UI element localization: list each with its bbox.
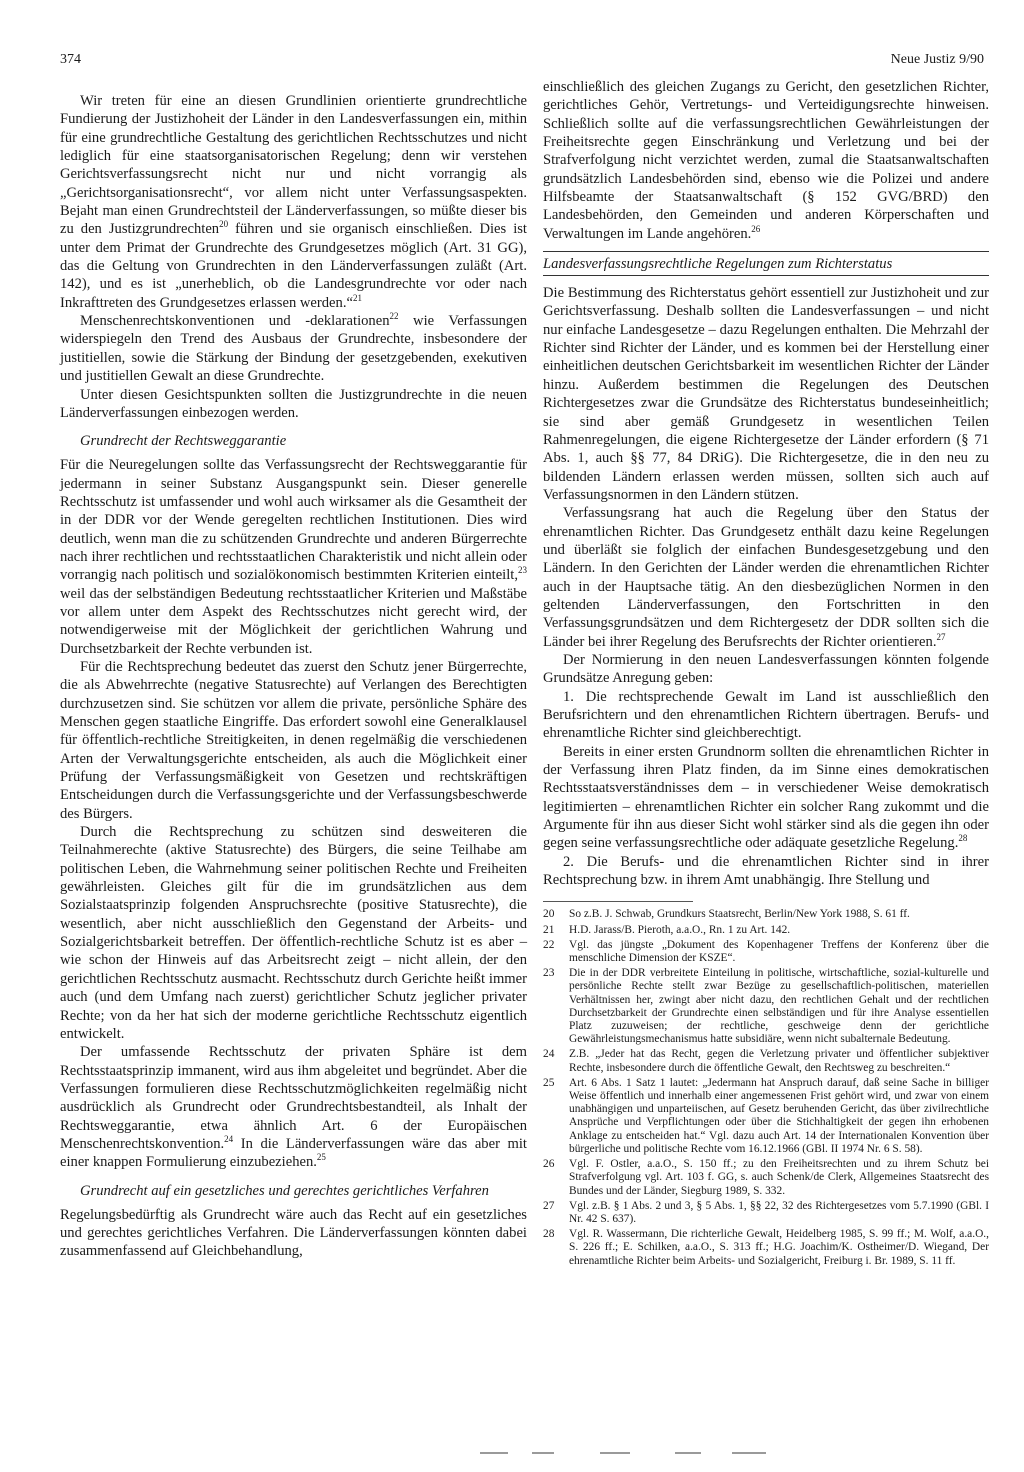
footnote-ref[interactable]: 21	[352, 292, 362, 303]
paragraph: Für die Rechtsprechung bedeutet das zuerst den Schutz jener Bürgerrechte, die als Abwehrrechte (negative Statusrechte) auf Verlangen des Berechtigten durchzusetzen sind. Sie schützen vor allem die private, persönliche Sphäre des Menschen gegen staatliche Eingriffe. Das erfordert sowohl eine Generalklausel für öffentlich-rechtliche Streitigkeiten, in denen regelmäßig die verschiedenen Arten der Verwaltungsgerichte entscheiden, als auch die Möglichkeit einer Prüfung der Verfassungsmäßigkeit von Gesetzen und rechtskräftigen Entscheidungen durch die Verfassungsgerichte und der Verfassungsbeschwerde des Bürgers.	[60, 658, 527, 822]
left-column	[60, 92, 527, 1261]
numbered-principle: 1. Die rechtsprechende Gewalt im Land ist ausschließlich den Berufsrichtern und den ehrenamtlichen Richtern übertragen. Berufs- und ehrenamtliche Richter sind gleichberechtigt.	[543, 688, 989, 742]
journal-issue: Neue Justiz 9/90	[890, 52, 984, 67]
footnote-ref[interactable]: 25	[316, 1152, 326, 1163]
footnote-ref[interactable]: 28	[958, 833, 968, 844]
footnote-divider	[543, 901, 693, 902]
footnote-ref[interactable]: 26	[751, 223, 761, 234]
footnote-ref[interactable]: 24	[224, 1134, 234, 1145]
paragraph: Menschenrechtskonventionen und -deklarationen$^{22}$ wie Verfassungen widerspiegeln den Trend des Ausbaus der Grundrechte, insbesondere der justitiellen, sowie die Stärkung der Bindung der gesetzgebenden, exekutiven und justitiellen Gewalt an diese Grundrechte.	[60, 311, 527, 385]
paragraph: Für die Neuregelungen sollte das Verfassungsrecht der Rechtsweggarantie für jedermann in seiner Substanz Ausgangspunkt sein. Dieser generelle Rechtsschutz ist umfassender und wohl auch wirksamer als die Gesamtheit der in der DDR vor der Wende geregelten rechtlichen Institutionen. Dies wird deutlich, wenn man die zu schützenden Grundrechte und anderen Bürgerrechte nach ihrer rechtlichen und rechtsstaatlichen Charakteristik und nicht allein oder vorrangig nach politisch und sozialökonomisch bestimmten Kriterien einteilt,$^{23}$ weil das der selbständigen Bedeutung rechtsstaatlicher Kriterien und Maßstäbe vor allem unter dem Aspekt des Rechtsschutzes nicht gerecht wird, der notwendigerweise mit der Möglichkeit der gerichtlichen Wahrung und Durchsetzbarkeit der Rechte verbunden ist.	[60, 457, 527, 657]
paragraph: Unter diesen Gesichtspunkten sollten die Justizgrundrechte in die neuen Länderverfassungen einbezogen werden.	[60, 386, 527, 421]
footnote: 24 Z.B. „Jeder hat das Recht, gegen die Verletzung privater und öffentlicher subjektiver Rechte, insbesondere durch die öffentliche Gewalt, den Rechtsweg zu beschreiten.“	[543, 1048, 989, 1074]
page-number: 374	[60, 52, 81, 67]
paragraph: Regelungsbedürftig als Grundrecht wäre auch das Recht auf ein gesetzliches und gerechtes gerichtliches Verfahren. Die Länderverfassungen könnten dabei zusammenfassend auf Gleichbehandlung,	[60, 1206, 527, 1260]
numbered-principle: 2. Die Berufs- und die ehrenamtlichen Richter sind in ihrer Rechtsprechung bzw. in ihrem Amt unabhängig. Ihre Stellung und	[543, 853, 989, 889]
footnote: 26 Vgl. F. Ostler, a.a.O., S. 150 ff.; zu den Freiheitsrechten und zu ihrem Schutz bei Strafverfolgung vgl. Art. 103 f. GG, s. auch Schenk/de Clerk, Allgemeines Staatsrecht des Bundes und der Länder, Siegburg 1989, S. 332.	[543, 1158, 989, 1197]
footnote: 21 H.D. Jarass/B. Pieroth, a.a.O., Rn. 1 zu Art. 142.	[543, 923, 791, 936]
footnote-ref[interactable]: 22	[389, 311, 399, 322]
paragraph: Der umfassende Rechtsschutz der privaten Sphäre ist dem Rechtsstaatsprinzip immanent, wird aus ihm abgeleitet und begründet. Aber die Verfassungen formulieren diese Rechtsschutzmöglichkeiten regelmäßig nicht ausdrücklich als Grundrecht oder Grundrechtsbestandteil, als Inhalt der Rechtsweggarantie, etwa ähnlich Art. 6 der Europäischen Menschenrechtskonvention.$^{24}$ In die Länderverfassungen wäre das aber mit einer knappen Formulierung einzubeziehen.$^{25}$	[60, 1044, 527, 1171]
paragraph: Durch die Rechtsprechung zu schützen sind desweiteren die Teilnahmerechte (aktive Statusrechte) des Bürgers, die seine Teilhabe am politischen Leben, die Wahrnehmung seiner politischen Rechte und Freiheiten gewährleisten. Gleiches gilt für die im grundsätzlichen aus dem Sozialstaatsprinzip folgenden Anspruchsrechte (positive Statusrechte), die wesentlich, aber nicht ausschließlich den Gegenstand der Arbeits- und Sozialgerichtsbarkeit betreffen. Der öffentlich-rechtliche Schutz ist es aber – wie schon der Hinweis auf das Arbeitsrecht zeigt – nicht allein, der den gerichtlichen Rechtsschutz ausmacht. Rechtsschutz durch Gerichte heißt immer auch (und dem Umfang nach zuerst) gerichtlicher Schutz jeglicher privater Rechte; von da her hat sich der moderne gerichtliche Rechtsschutz eigentlich entwickelt.	[60, 824, 527, 1042]
paragraph: Wir treten für eine an diesen Grundlinien orientierte grundrechtliche Fundierung der Justizhoheit der Länder in den Landesverfassungen ein, mithin für eine grundrechtliche Gestaltung des gerichtlichen Rechtsschutzes und nicht lediglich für eine staatsorganisatorischen Regelung; denn wir verstehen Gerichtsverfassungsrecht nicht nur und nicht vorrangig als „Gerichtsorganisationsrecht“, vor allem nicht unter Verfassungsaspekten. Bejaht man einen Grundrechtsteil der Länderverfassungen, so müßte dieser bis zu den Justizgrundrechten$^{20}$ führen und sie organisch einschließen. Dies ist unter dem Primat der Grundrechte des Grundgesetzes möglich (Art. 31 GG), das die Geltung von Grundrechten in den Länderverfassungen zuläßt (Art. 142), und es ist „unerheblich, ob die Landesgrundrechte vor oder nach Inkrafttreten des Grundgesetzes erlassen werden.“$^{21}$	[60, 93, 527, 311]
paragraph: Der Normierung in den neuen Landesverfassungen könnten folgende Grundsätze Anregung geben:	[543, 651, 989, 687]
paragraph: Verfassungsrang hat auch die Regelung über den Status der ehrenamtlichen Richter. Das Grundgesetz enthält dazu keine Regelungen und überläßt sie folglich der einfachen Bundesgesetzgebung und den Ländern. In den Gerichten der Länder werden die ehrenamtlichen Richter auch in der Hauptsache tätig. An den diesbezüglichen Normen in den geltenden Länderverfassungen, den Fortschritten in den Verfassungsgrundsätzen und dem Richtergesetz der DDR sollten sich die Länder bei ihrer Regelung des Berufsrechts der Richter orientieren.$^{27}$	[543, 505, 989, 650]
footnote-ref[interactable]: 20	[219, 219, 229, 230]
footnote: 22 Vgl. das jüngste „Dokument des Kopenhagener Treffens der Konferenz über die menschliche Dimension der KSZE“.	[543, 938, 989, 965]
footnote: 23 Die in der DDR verbreitete Einteilung in politische, wirtschaftliche, sozial-kulturelle und persönliche Rechte stellt zwar Bezüge zu gesellschaftlich-politischen, materiellen Verhältnissen her, zwingt aber nicht dazu, den rechtlichen Gehalt und der rechtlichen Durchsetzbarkeit der Grundrechte einen selbständigen und für ihre Analyse essentiellen Platz zuzuweisen; der rechtliche, geschweige denn der gerichtliche Gewährleistungsmechanismus hatte subsidiäre, wenn nicht subalternale Bedeutung.	[543, 967, 989, 1046]
footnotes	[543, 908, 989, 1267]
section-heading: Landesverfassungsrechtliche Regelungen zum Richterstatus	[543, 251, 989, 276]
footnote: 28 Vgl. R. Wassermann, Die richterliche Gewalt, Heidelberg 1985, S. 99 ff.; M. Wolf, a.a.O., S. 226 ff.; E. Schilken, a.a.O., S. 313 ff.; H.G. Joachim/K. Ostheimer/D. Wiegand, Der ehrenamtliche Richter beim Arbeits- und Sozialgericht, Freiburg i. Br. 1989, S. 11 ff.	[543, 1228, 989, 1267]
footnote: 27 Vgl. z.B. § 1 Abs. 2 und 3, § 5 Abs. 1, §§ 22, 32 des Richtergesetzes vom 5.7.1990 (GBl. I Nr. 42 S. 637).	[543, 1199, 989, 1225]
footnote: 25 Art. 6 Abs. 1 Satz 1 lautet: „Jedermann hat Anspruch darauf, daß seine Sache in billiger Weise öffentlich und innerhalb einer angemessenen Frist gehört wird, und zwar von einem unabhängigen und unparteiischen, auf Gesetz beruhenden Gericht, das über zivilrechtliche Ansprüche und Verpflichtungen oder über die Stichhaltigkeit der gegen ihn erhobenen Anklage zu entscheiden hat.“ Vgl. dazu auch Art. 14 der Internationalen Konvention über bürgerliche und politische Rechte vom 16.12.1966 (GBl. II 1974 Nr. 6 S. 58).	[543, 1076, 989, 1155]
footnote-ref[interactable]: 27	[936, 631, 946, 642]
section-heading: Grundrecht auf ein gesetzliches und gerechtes gerichtliches Verfahren	[80, 1182, 489, 1199]
right-column	[543, 78, 989, 1270]
paragraph: Bereits in einer ersten Grundnorm sollten die ehrenamtlichen Richter in der Verfassung ihren Platz finden, da im Sinne eines demokratischen Rechtsstaatsverständnisses dem – in verschiedener Weise demokratisch legitimierten – ehrenamtlichen Richter ein solcher Rang zukommt und die Argumente für ihn aus dieser Sicht wohl stärker sind als die gegen ihn oder gegen seine verfassungsrechtliche oder adäquate gesetzliche Regelung.$^{28}$	[543, 743, 989, 852]
footnote: 20 So z.B. J. Schwab, Grundkurs Staatsrecht, Berlin/New York 1988, S. 61 ff.	[543, 908, 910, 921]
footnote-ref[interactable]: 23	[518, 565, 527, 576]
scan-artifact-marks	[470, 1448, 790, 1458]
paragraph: einschließlich des gleichen Zugangs zu Gericht, den gesetzlichen Richter, gerichtliches Gehör, Vertretungs- und Verteidigungsrechte hinweisen. Schließlich sollte auf die verfassungsrechtlichen Gewährleistungen der Freiheitsrechte gegen Einschränkung und Verletzung und bei der Strafverfolgung nicht verzichtet werden, zumal die Staatsanwaltschaften grundsätzlich Landesbehörden sind, ebenso wie die Polizei und andere Hilfsbeamte der Staatsanwaltschaft (§ 152 GVG/BRD) den Landesbehörden, den Gemeinden und anderen Körperschaften und Verwaltungen im Lande angehören.$^{26}$	[543, 79, 989, 242]
paragraph: Die Bestimmung des Richterstatus gehört essentiell zur Justizhoheit und zur Gerichtsverfassung. Deshalb sollten die Landesverfassungen – und nicht nur einfache Landesgesetze – dazu Regelungen enthalten. Die Mehrzahl der Richter sind Richter der Länder, und es kommen bei der Herstellung einer einheitlichen deutschen Gerichtsbarkeit im wesentlichen Richter der Länder hinzu. Außerdem bestimmen die Regelungen des Deutschen Richtergesetzes zwar die Grundsätze des Richterstatus bundeseinheitlich; sie sind aber gemäß Grundgesetz in wesentlichen Teilen Rahmenregelungen, die eigene Richtergesetze der Länder erfordern (§ 71 Abs. 1, auch §§ 77, 84 DRiG). Die Richtergesetze, die in den neu zu bildenden Ländern erlassen werden müssen, sollten sich auch auf Verfassungsnormen in den Ländern stützen.	[543, 285, 989, 503]
section-heading: Grundrecht der Rechtsweggarantie	[80, 433, 287, 450]
